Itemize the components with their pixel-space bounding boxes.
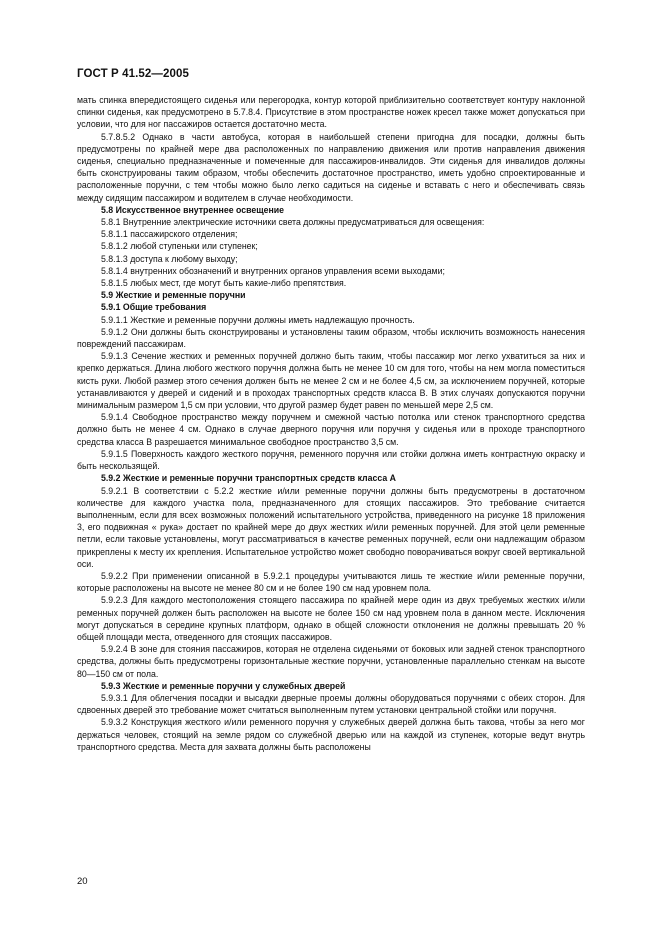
section-heading: 5.8 Искусственное внутреннее освещение	[101, 204, 285, 215]
paragraph: 5.9.2.4 В зоне для стояния пассажиров, которая не отделена сиденьями от боковых или задней стенок транспортного средства, должны быть предусмотрены горизонтальные жесткие поручни, установленные параллельно стенкам на высоте 80—150 см от пола.	[77, 644, 585, 679]
paragraph: мать спинка впередистоящего сиденья или перегородка, контур которой приблизительно соответствует контуру наклонной спинки сиденья, как предусмотрено в 5.7.8.4. Присутствие в этом пространстве ножек кресел также может допускаться при условии, что для ног пассажиров остается достаточно места.	[77, 95, 585, 130]
paragraph: 5.9.3.1 Для облегчения посадки и высадки дверные проемы должны оборудоваться поручнями с обеих сторон. Для сдвоенных дверей это требование может считаться выполненным путем установки центральной стойки или поручня.	[77, 692, 585, 716]
paragraph: 5.9.2.3 Для каждого местоположения стоящего пассажира по крайней мере один из двух требуемых жестких и/или ременных поручней должен быть расположен на высоте не более 150 см над уровнем пола в данном месте. Исключения могут допускаться в середине крупных платформ, однако в общей сложности отклонения не должны превышать 20 % общей площади места, отведенного для стоящих пассажиров.	[77, 595, 585, 642]
page-number: 20	[77, 876, 88, 887]
list-item: 5.8.1.5 любых мест, где могут быть какие-либо препятствия.	[101, 278, 347, 289]
paragraph: 5.8.1 Внутренние электрические источники света должны предусматриваться для освещения:	[101, 217, 485, 228]
paragraph: 5.9.1.3 Сечение жестких и ременных поручней должно быть таким, чтобы пассажир мог легко ухватиться за них и крепко держаться. Длина любого жесткого поручня должна быть не менее 10 см для того, чтобы на нем могла поместиться кисть руки. Любой размер этого сечения должен быть не менее 2 см и не более 4,5 см, за исключением поручней, которые устанавливаются у дверей и сидений и в проходах транспортных средств класса B. В этих случаях допускаются поручни минимальным размером 1,5 см при условии, что другой размер будет равен по меньшей мере 2,5 см.	[77, 351, 585, 411]
list-item: 5.8.1.3 доступа к любому выходу;	[101, 253, 238, 264]
page-header: ГОСТ Р 41.52—2005	[77, 68, 189, 80]
paragraph: 5.9.2.1 В соответствии с 5.2.2 жесткие и/или ременные поручни должны быть предусмотрены в достаточном количестве для каждого участка пола, предназначенного для стоящих пассажиров. Это требование считается выполненным, если для всех возможных положений испытательного устройства, приведенного на рисунке 18 приложения 3, его подвижная « рука» достает по крайней мере до двух жестких и/или ременных поручней. Для этой цели ременные петли, если таковые установлены, могут рассматриваться в качестве ременных поручней, если они надлежащим образом прикреплены к месту их крепления. Испытательное устройство может свободно поворачиваться вокруг своей вертикальной оси.	[77, 485, 585, 569]
page-body	[77, 94, 585, 753]
paragraph: 5.9.1.1 Жесткие и ременные поручни должны иметь надлежащую прочность.	[101, 314, 415, 325]
subsection-heading: 5.9.3 Жесткие и ременные поручни у служебных дверей	[101, 680, 346, 691]
paragraph: 5.9.1.4 Свободное пространство между поручнем и смежной частью потолка или стенок транспортного средства должно быть не менее 4 см. Однако в случае дверного поручня или поручня у сиденья или в проходе транспортного средства класса B разрешается минимальное свободное пространство 3,5 см.	[77, 412, 585, 447]
list-item: 5.8.1.2 любой ступеньки или ступенек;	[101, 241, 258, 252]
section-heading: 5.9 Жесткие и ременные поручни	[101, 290, 246, 301]
subsection-heading: 5.9.1 Общие требования	[101, 302, 207, 313]
list-item: 5.8.1.1 пассажирского отделения;	[101, 229, 238, 240]
paragraph: 5.9.2.2 При применении описанной в 5.9.2.1 процедуры учитываются лишь те жесткие и/или ременные поручни, которые расположены на высоте не менее 80 см и не более 190 см над уровнем пола.	[77, 570, 585, 594]
paragraph: 5.9.1.2 Они должны быть сконструированы и установлены таким образом, чтобы исключить возможность нанесения повреждений пассажирам.	[77, 326, 585, 350]
list-item: 5.8.1.4 внутренних обозначений и внутренних органов управления всеми выходами;	[101, 265, 445, 276]
paragraph: 5.7.8.5.2 Однако в части автобуса, которая в наибольшей степени пригодна для посадки, должны быть предусмотрены по крайней мере два расположенных по направлению движения или против направления движения сиденья, специально предназначенные и помеченные для пассажиров-инвалидов. Эти сиденья для инвалидов должны быть сконструированы таким образом, чтобы обеспечить достаточное пространство, иметь удобно спроектированные и расположенные поручни, с тем чтобы можно было легко садиться на сиденье и вставать с него и обеспечивать связь между сидящим пассажиром и водителем в случае необходимости.	[77, 131, 585, 203]
subsection-heading: 5.9.2 Жесткие и ременные поручни транспортных средств класса A	[101, 473, 396, 484]
paragraph: 5.9.1.5 Поверхность каждого жесткого поручня, ременного поручня или стойки должна иметь контрастную окраску и быть нескользящей.	[77, 448, 585, 472]
paragraph: 5.9.3.2 Конструкция жесткого и/или ременного поручня у служебных дверей должна быть такова, чтобы за него мог держаться человек, стоящий на земле рядом со служебной дверью или на каждой из ступенек, которые ведут внутрь транспортного средства. Места для захвата должны быть расположены	[77, 717, 585, 752]
